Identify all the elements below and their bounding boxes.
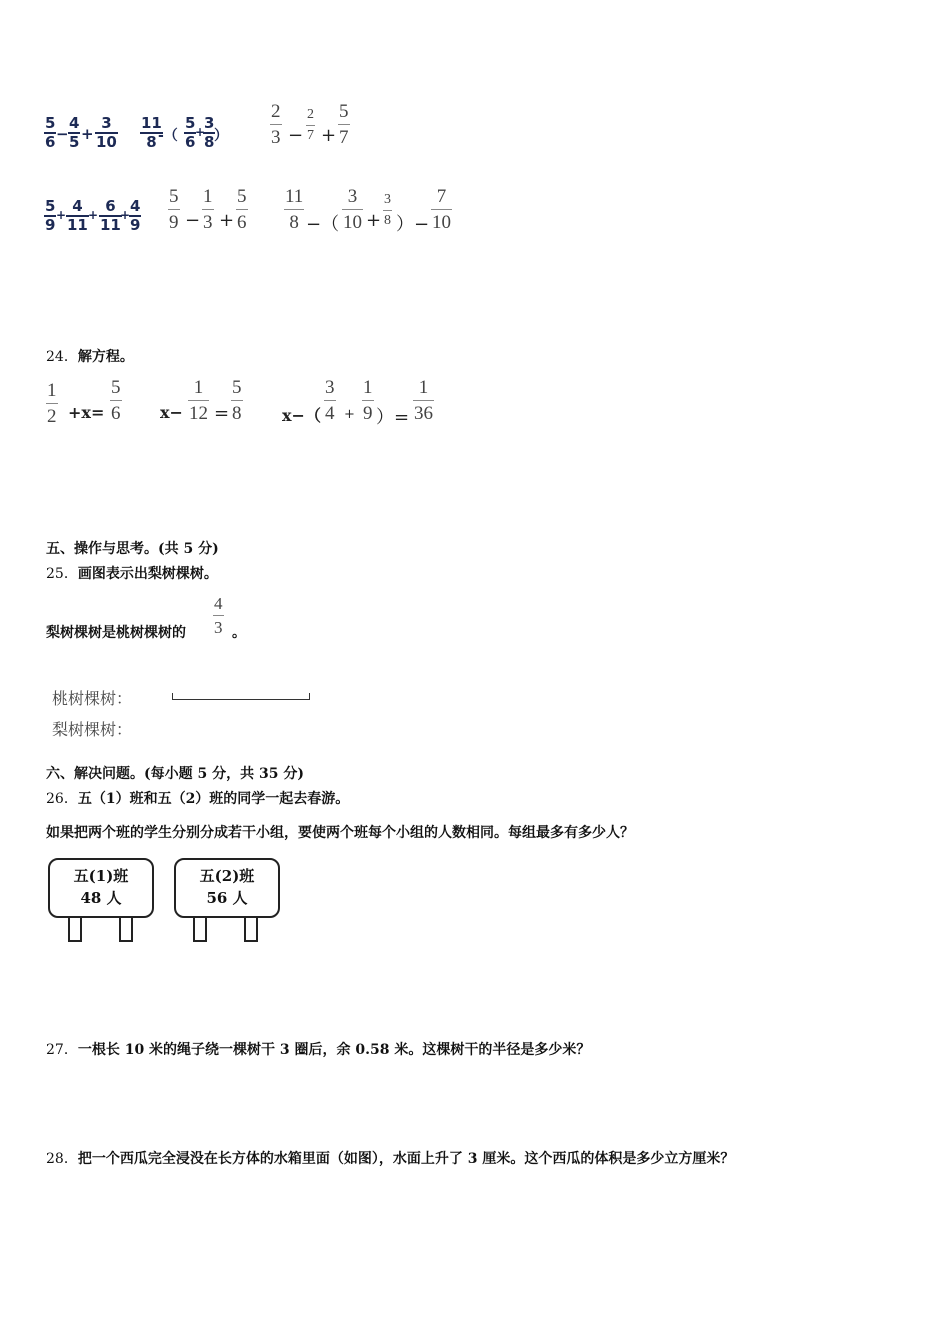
question-25-description: 梨树棵树是桃树棵树的 (46, 625, 186, 641)
operator: −（ (306, 214, 340, 235)
operator: + (195, 125, 206, 139)
operator: + (344, 407, 355, 422)
sign-post (193, 914, 207, 942)
operator: − (185, 210, 201, 231)
section-6-title: 六、解决问题。(每小题 5 分，共 35 分) (46, 766, 304, 782)
peach-tree-label: 桃树棵树： (52, 689, 133, 708)
fraction: $\frac{7}{10}$ (432, 186, 451, 233)
operator: x− (160, 403, 183, 422)
section-5-title: 五、操作与思考。(共 5 分) (46, 541, 219, 557)
fraction: $\frac{2}{3}$ (271, 101, 281, 148)
fraction: $\frac{1}{3}$ (203, 186, 213, 233)
fraction: $\frac{11}{8}$ (141, 114, 162, 151)
class-1-name: 五(1)班 (73, 867, 129, 885)
question-26-text: 如果把两个班的学生分别分成若干小组，要使两个班每个小组的人数相同。每组最多有多少人？ (46, 825, 634, 841)
fraction: $\frac{6}{11}$ (100, 197, 121, 234)
period: 。 (232, 625, 246, 641)
operator: ）= (376, 407, 410, 428)
question-27: 27．一根长 10 米的绳子绕一棵树干 3 圈后，余 0.58 米。这棵树干的半径是多少米？ (46, 1042, 591, 1058)
fraction: $\frac{4}{5}$ (69, 114, 80, 151)
fraction: $\frac{5}{8}$ (232, 377, 242, 424)
fraction: $\frac{4}{11}$ (67, 197, 88, 234)
operator: − (288, 125, 304, 146)
fraction: $\frac{5}{6}$ (185, 114, 196, 151)
operator: ） (214, 128, 228, 144)
pear-tree-label: 梨树棵树： (52, 720, 133, 739)
fraction: $\frac{5}{9}$ (45, 197, 56, 234)
fraction: $\frac{2}{7}$ (307, 107, 314, 143)
question-26-heading: 26．五（1）班和五（2）班的同学一起去春游。 (46, 791, 350, 807)
fraction: $\frac{3}{4}$ (325, 377, 335, 424)
fraction: $\frac{5}{6}$ (237, 186, 247, 233)
operator: + (321, 125, 337, 146)
fraction: $\frac{1}{9}$ (363, 377, 373, 424)
sign-post (119, 914, 133, 942)
fraction-4-3: $\frac{4}{3}$ (214, 594, 223, 637)
fraction: $\frac{5}{6}$ (45, 114, 56, 151)
operator: + (120, 208, 131, 222)
operator: = (214, 403, 230, 424)
class-1-count: 48 人 (80, 889, 122, 907)
operator: ）− (396, 214, 430, 235)
operator: x−（ (282, 406, 321, 425)
question-28: 28．把一个西瓜完全浸没在长方体的水箱里面（如图），水面上升了 3 厘米。这个西瓜的体积是多少立方厘米？ (46, 1151, 735, 1167)
fraction: $\frac{5}{7}$ (339, 101, 349, 148)
operator: + (56, 208, 67, 222)
operator: + (366, 210, 382, 231)
question-24-heading: 24．解方程。 (46, 349, 134, 365)
operator: + (81, 125, 94, 143)
sign-post (68, 914, 82, 942)
fraction: $\frac{1}{2}$ (47, 380, 57, 427)
fraction: $\frac{3}{10}$ (96, 114, 117, 151)
fraction: $\frac{3}{10}$ (343, 186, 362, 233)
operator: -（ (158, 128, 178, 144)
fraction: $\frac{11}{8}$ (285, 186, 304, 233)
fraction: $\frac{4}{9}$ (130, 197, 141, 234)
fraction: $\frac{3}{8}$ (384, 192, 391, 228)
peach-tree-line-segment (172, 693, 310, 700)
question-25-heading: 25．画图表示出梨树棵树。 (46, 566, 218, 582)
sign-board (174, 858, 280, 918)
fraction: $\frac{5}{9}$ (169, 186, 179, 233)
fraction: $\frac{5}{6}$ (111, 377, 121, 424)
sign-board (48, 858, 154, 918)
operator: − (56, 125, 69, 143)
operator: + (219, 210, 235, 231)
class-2-count: 56 人 (206, 889, 248, 907)
fraction: $\frac{1}{12}$ (189, 377, 208, 424)
fraction: $\frac{3}{8}$ (204, 114, 215, 151)
fraction: $\frac{1}{36}$ (414, 377, 433, 424)
class-2-name: 五(2)班 (199, 867, 255, 885)
sign-post (244, 914, 258, 942)
operator: + (88, 208, 99, 222)
operator: +x= (68, 403, 105, 422)
